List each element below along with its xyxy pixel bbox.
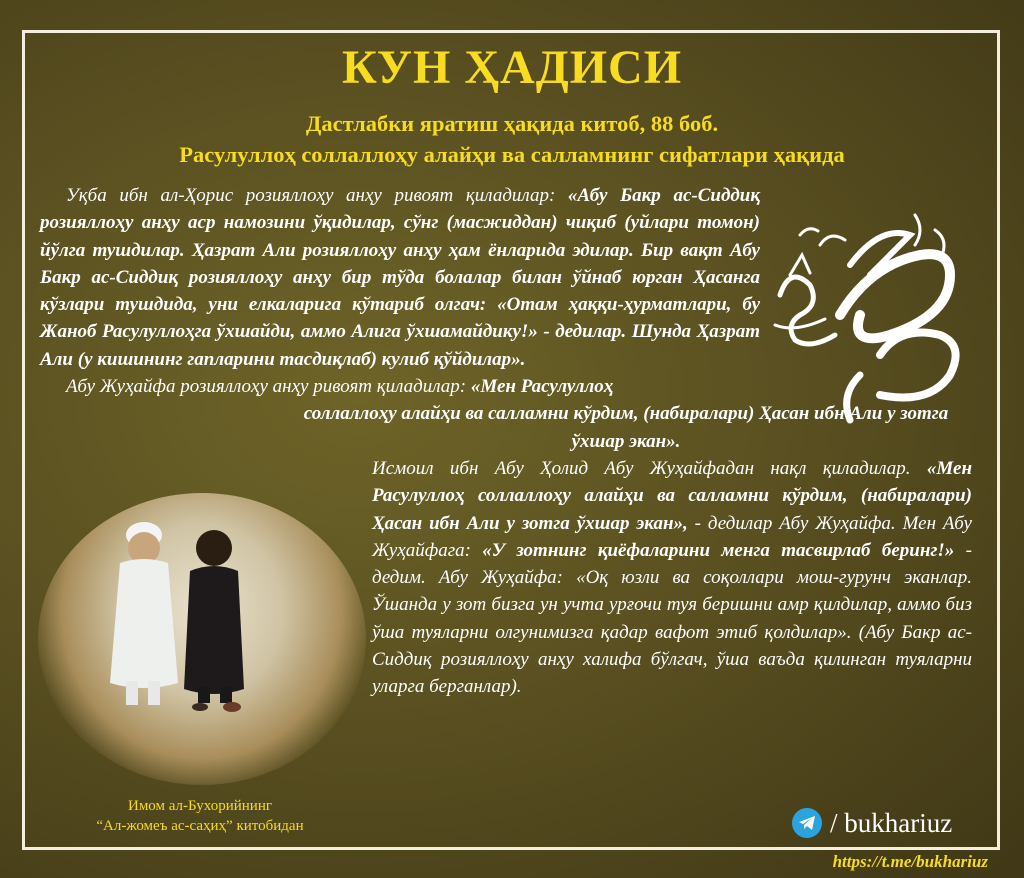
telegram-url-link[interactable]: https://t.me/bukhariuz xyxy=(832,852,988,871)
subtitle-topic: Расулуллоҳ соллаллоҳу алайҳи ва салламнинг сифатлари ҳақида xyxy=(179,142,845,167)
hadith-1-quote: «Абу Бакр ас-Сиддиқ розияллоҳу анҳу аср намозини ўқидилар, сўнг (масжиддан) чиқиб (уйлари томон) йўлга тушдилар. Ҳазрат Али розияллоҳу анҳу ҳам ёнларида эдилар. Бир вақт Абу Бакр ас-Сиддиқ розияллоҳу анҳу бир тўда болалар билан ўйнаб юрган Ҳасанга кўзлари тушдида, уни елкаларига кўтариб олгач: «Отам ҳаққи-ҳурматлари, бу Жаноб Расулуллоҳга ўхшайди, аммо Алига ўхшамайдику!» - дедилар. Шунда Ҳазрат Али (у кишининг гапларини тасдиқлаб) кулиб қўйдилар». xyxy=(40,185,760,370)
hadith-3 xyxy=(372,455,972,701)
source-line-1: Имом ал-Бухорийнинг xyxy=(127,798,272,814)
subtitle-chapter: Дастлабки яратиш ҳақида китоб, 88 боб. xyxy=(305,111,719,136)
telegram-channel[interactable] xyxy=(792,806,952,840)
hadith-3-quote-2: «У зотнинг қиёфаларини менга тасвирлаб беринг!» xyxy=(482,539,955,561)
telegram-handle: / bukhariuz xyxy=(830,807,953,838)
hadith-2-cont xyxy=(280,400,972,455)
hadith-3-rest: - дедим. Абу Жуҳайфа: «Оқ юзли ва соқоллари мош-гурунч эканлар. Ўшанда у зот бизга ун учта урғочи туя беришни амр қилдилар, аммо биз ўша туяларни олгунимизга қадар вафот этиб қолдилар». (Абу Бакр ас-Сиддиқ розияллоҳу анҳу халифа бўлгач, ўша ваъда қилинган туяларни уларга берганлар). xyxy=(372,539,972,698)
hadith-2-quote-start: «Мен Расулуллоҳ xyxy=(470,376,614,398)
page-title: КУН ҲАДИСИ xyxy=(341,41,683,94)
source-line-2: “Ал-жомеъ ас-саҳиҳ” китобидан xyxy=(96,818,304,834)
hadith-1 xyxy=(40,182,760,373)
hadith-3-mid: - дедилар Абу Жуҳайфа. Мен Абу Жуҳайфага: xyxy=(372,512,972,561)
hadith-1-intro: Уқба ибн ал-Ҳорис розияллоҳу анҳу ривоят қиладилар: xyxy=(66,185,568,206)
hadith-3-quote-1: «Мен Расулуллоҳ соллаллоҳу алайҳи ва салламни кўрдим, (набиралари) Ҳасан ибн Али у зотга ўхшар экан», xyxy=(372,457,972,534)
hadith-2-quote-end: соллаллоҳу алайҳи ва салламни кўрдим, (набиралари) Ҳасан ибн Али у зотга ўхшар экан». xyxy=(303,403,949,452)
telegram-icon xyxy=(792,808,822,838)
hadith-2 xyxy=(40,373,820,400)
children-photo xyxy=(38,493,366,785)
hadith-2-intro: Абу Жуҳайфа розияллоҳу анҳу ривоят қиладилар: xyxy=(66,376,471,398)
hadith-3-intro: Исмоил ибн Абу Ҳолид Абу Жуҳайфадан нақл қиладилар. xyxy=(372,457,927,479)
